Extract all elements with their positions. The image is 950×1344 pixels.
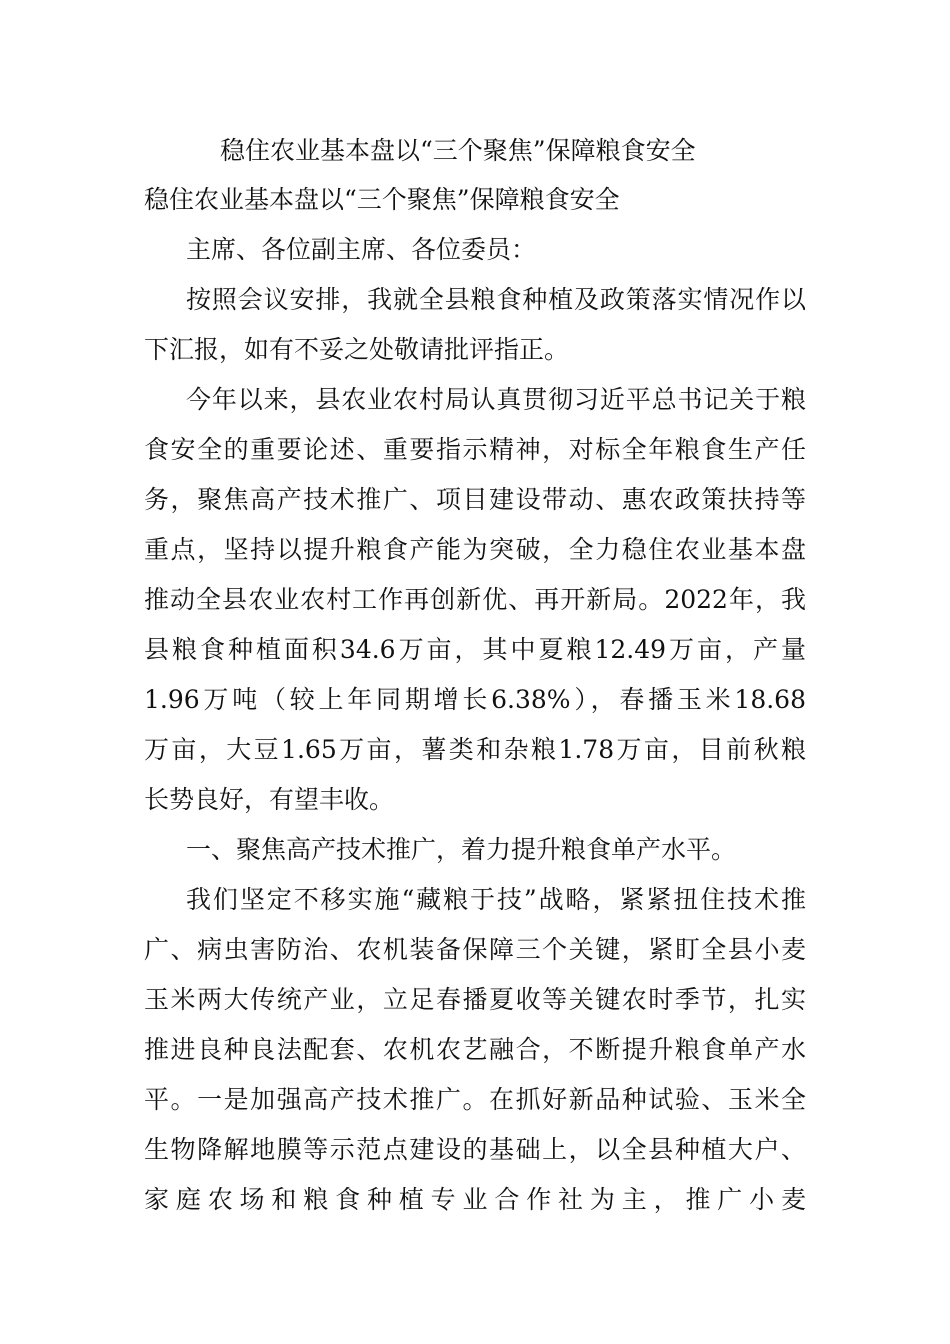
- body-line: 县粮食种植面积34.6万亩，其中夏粮12.49万亩，产量: [144, 635, 806, 664]
- body-line: 推进良种良法配套、农机农艺融合，不断提升粮食单产水: [144, 1035, 806, 1064]
- body-line: 务，聚焦高产技术推广、项目建设带动、惠农政策扶持等: [144, 485, 806, 514]
- body-line: 按照会议安排，我就全县粮食种植及政策落实情况作以: [186, 285, 806, 314]
- body-line: 平。一是加强高产技术推广。在抓好新品种试验、玉米全: [144, 1085, 806, 1114]
- body-line: 广、病虫害防治、农机装备保障三个关键，紧盯全县小麦: [144, 935, 806, 964]
- body-line: 1.96万吨（较上年同期增长6.38%），春播玉米18.68: [144, 685, 806, 714]
- body-line: 万亩，大豆1.65万亩，薯类和杂粮1.78万亩，目前秋粮: [144, 735, 806, 764]
- body-line: 长势良好，有望丰收。: [144, 785, 395, 814]
- body-line: 今年以来，县农业农村局认真贯彻习近平总书记关于粮: [186, 385, 806, 414]
- document-subtitle: 稳住农业基本盘以“三个聚焦”保障粮食安全: [144, 185, 620, 214]
- body-line: 重点，坚持以提升粮食产能为突破，全力稳住农业基本盘: [144, 535, 806, 564]
- body-line: 生物降解地膜等示范点建设的基础上，以全县种植大户、: [144, 1135, 806, 1164]
- section-heading: 一、聚焦高产技术推广，着力提升粮食单产水平。: [186, 835, 737, 864]
- body-line: 推动全县农业农村工作再创新优、再开新局。2022年，我: [144, 585, 806, 614]
- salutation: 主席、各位副主席、各位委员：: [186, 235, 537, 264]
- body-line: 下汇报，如有不妥之处敬请批评指正。: [144, 335, 570, 364]
- document-title: 稳住农业基本盘以“三个聚焦”保障粮食安全: [220, 136, 696, 165]
- body-line: 食安全的重要论述、重要指示精神，对标全年粮食生产任: [144, 435, 806, 464]
- body-line: 我们坚定不移实施“藏粮于技”战略，紧紧扭住技术推: [186, 885, 806, 914]
- body-line: 家庭农场和粮食种植专业合作社为主，推广小麦: [144, 1185, 806, 1214]
- body-line: 玉米两大传统产业，立足春播夏收等关键农时季节，扎实: [144, 985, 806, 1014]
